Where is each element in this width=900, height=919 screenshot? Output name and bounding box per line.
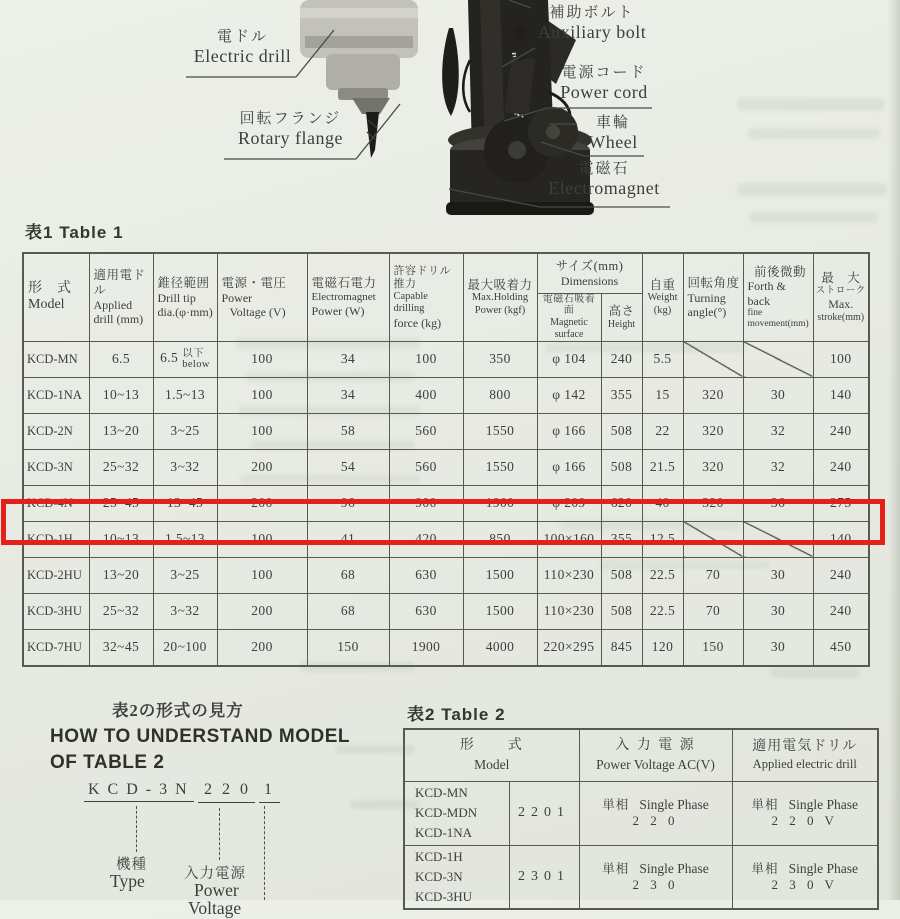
t1-cell: 420 [389,521,463,557]
t1-cell: 200 [217,593,307,629]
bleed-through [770,668,860,678]
t1-cell: 100×160 [537,521,601,557]
t1-cell: 320 [683,485,743,521]
t1-cell: 560 [389,413,463,449]
t1-cell: 1500 [463,557,537,593]
t1-cell: KCD-MN [23,341,89,377]
t1-cell: 30 [743,593,813,629]
table-row-kcd-7hu [23,629,869,666]
t1-cell: 845 [601,629,642,666]
guide-label-power-en1: Power [194,880,239,900]
label-auxiliary-bolt: 補助ボルト Auxiliary bolt [537,5,647,43]
t1-cell: 200 [217,485,307,521]
t1-cell: 32~45 [89,629,153,666]
t1-cell: 10~13 [89,377,153,413]
t1-col-dimensions: サイズ(mm) Dimensions [537,253,642,293]
t1-cell: 240 [813,593,869,629]
label-power-cord: 電源コード Power cord [560,65,648,103]
t1-cell: 1.5~13 [153,521,217,557]
t2-row-group-230 [404,845,878,909]
t1-cell: 3~25 [153,413,217,449]
t1-cell: 620 [601,485,642,521]
guide-label-power-jp: 入力電源 [184,866,246,882]
t1-cell: 508 [601,557,642,593]
t2-row-group-220 [404,781,878,845]
model-guide-code-last: 1 [264,781,280,798]
spec-table [22,252,870,667]
t1-cell: 32 [743,413,813,449]
t1-cell: KCD-2HU [23,557,89,593]
t1-cell: KCD-1H [23,521,89,557]
t1-cell: 22 [642,413,683,449]
t1-col-power-voltage: 電源・電圧 Power Voltage (V) [217,253,307,341]
t2-col-power-voltage: 入 力 電 源 Power Voltage AC(V) [579,729,732,781]
t1-cell: 21.5 [642,449,683,485]
t1-cell: φ 104 [537,341,601,377]
t1-cell: 1.5~13 [153,377,217,413]
t1-cell: 5.5 [642,341,683,377]
t1-cell: 30 [743,377,813,413]
dashed-leader [219,808,220,860]
t1-cell: 25~45 [89,485,153,521]
t1-cell: 54 [307,449,389,485]
table2-title: 表2 Table 2 [407,705,506,724]
t2-col-model: 形 式 Model [404,729,579,781]
t1-cell: 1550 [463,449,537,485]
t1-cell: 3~32 [153,449,217,485]
table-row-kcd-2n [23,413,869,449]
t1-col-drilling-force: 許容ドリル推力 Capable drilling force (kg) [389,253,463,341]
t1-col-electromagnet-power: 電磁石電力 Electromagnet Power (W) [307,253,389,341]
t1-cell: 140 [813,521,869,557]
t1-cell: KCD-2N [23,413,89,449]
guide-label-power-en2: Voltage [188,898,242,918]
t1-cell: 10~13 [89,521,153,557]
t1-cell: 1550 [463,413,537,449]
t2-cell-applied: 単相 Single Phase 2 2 0 V [732,781,878,845]
t1-cell: 400 [389,377,463,413]
t1-col-max-holding: 最大吸着力 Max.Holding Power (kgf) [463,253,537,341]
t1-cell: 6.5 以下 below [153,341,217,377]
t1-cell: 100 [217,413,307,449]
t1-cell: 30 [743,629,813,666]
table-row-kcd-1na [23,377,869,413]
t1-cell: KCD-1NA [23,377,89,413]
t2-cell-code: 2301 [509,845,579,909]
t1-cell: 560 [389,449,463,485]
t1-cell: 100 [813,341,869,377]
t1-col-model: 形 式 Model [23,253,89,341]
t1-cell: 13~45 [153,485,217,521]
guide-label-type-jp: 機種 [116,857,147,873]
t1-cell: 25~32 [89,449,153,485]
model-guide-title-en2: OF TABLE 2 [50,752,165,773]
t1-cell: 240 [601,341,642,377]
t1-cell: 58 [307,413,389,449]
t1-cell: 1500 [463,593,537,629]
t1-cell: 900 [389,485,463,521]
t1-cell: KCD-7HU [23,629,89,666]
dashed-leader [264,806,265,900]
t1-cell: 6.5 [89,341,153,377]
highlight-box-kcd-1h [1,499,885,545]
t1-cell: 350 [463,341,537,377]
t1-cell: 4000 [463,629,537,666]
t1-cell: 320 [683,377,743,413]
t1-cell: 100 [389,341,463,377]
model-guide-code-mid: 220 [204,781,258,798]
t1-cell: 240 [813,413,869,449]
t1-cell: 36 [743,485,813,521]
t1-cell: 22.5 [642,593,683,629]
t1-cell: 150 [683,629,743,666]
t1-col-max-stroke: 最 大 ストローク Max. stroke(mm) [813,253,869,341]
t1-cell: 100 [217,521,307,557]
t1-cell: φ 142 [537,377,601,413]
code-underline [259,802,280,803]
t1-cell: φ 166 [537,449,601,485]
t2-cell-power: 単相 Single Phase 2 3 0 [579,845,732,909]
t1-cell: 850 [463,521,537,557]
t1-cell: 800 [463,377,537,413]
t1-cell: 110×230 [537,557,601,593]
model-guide-title-en1: HOW TO UNDERSTAND MODEL [50,726,351,747]
label-leader-lines [0,0,900,230]
t1-cell: KCD-4N [23,485,89,521]
t1-cell: 68 [307,557,389,593]
t1-cell: 96 [307,485,389,521]
t1-cell: 508 [601,449,642,485]
t1-cell: 40 [642,485,683,521]
t1-cell: 70 [683,593,743,629]
t1-cell: 450 [813,629,869,666]
table-row-kcd-mn [23,341,869,377]
t1-cell: 3~25 [153,557,217,593]
t1-cell: 25~32 [89,593,153,629]
t1-cell: KCD-3N [23,449,89,485]
t1-cell: 15 [642,377,683,413]
t1-cell: 34 [307,377,389,413]
t1-cell: 200 [217,449,307,485]
table1-title: 表1 Table 1 [25,223,124,242]
t1-col-fine-movement: 前後微動 Forth & back fine movement(mm) [743,253,813,341]
code-underline [84,801,194,802]
model-guide-title-jp: 表2の形式の見方 [112,701,244,720]
label-rotary-flange: 回転フランジ Rotary flange [238,111,343,149]
guide-label-type-en: Type [110,871,145,891]
t1-cell: 32 [743,449,813,485]
t1-cell: 200 [217,629,307,666]
t2-cell-applied: 単相 Single Phase 2 3 0 V [732,845,878,909]
t1-col-weight: 自重 Weight (kg) [642,253,683,341]
t1-col-height: 高さ Height [601,293,642,341]
code-underline [198,802,255,803]
t1-cell: 275 [813,485,869,521]
t1-cell: 13~20 [89,557,153,593]
dashed-leader [136,806,137,852]
table-row-kcd-3hu [23,593,869,629]
t1-cell: 240 [813,449,869,485]
t1-cell: 220×295 [537,629,601,666]
t1-cell: 100 [217,377,307,413]
t2-cell-models: KCD-MN KCD-MDN KCD-1NA [404,781,509,845]
t1-col-drill-tip: 錐径範囲 Drill tip dia.(φ·mm) [153,253,217,341]
t1-cell: 150 [307,629,389,666]
t1-cell: 110×230 [537,593,601,629]
t1-cell: 30 [743,557,813,593]
t1-cell: 20~100 [153,629,217,666]
t1-cell: 70 [683,557,743,593]
t1-cell: 22.5 [642,557,683,593]
label-electromagnet: 電磁石 Electromagnet [548,161,660,199]
t1-cell: 41 [307,521,389,557]
t2-cell-power: 単相 Single Phase 2 2 0 [579,781,732,845]
t1-cell: 120 [642,629,683,666]
t1-cell: 100 [217,557,307,593]
t1-col-applied-drill: 適用電ドル Applied drill (mm) [89,253,153,341]
t1-cell: 13~20 [89,413,153,449]
label-wheel: 車輪 Wheel [588,115,638,153]
t1-cell-diagonal [683,341,743,377]
t1-cell: 68 [307,593,389,629]
t1-cell-diagonal [743,341,813,377]
t1-cell: 140 [813,377,869,413]
t1-col-magnetic-surface: 電磁石吸着面 Magnetic surface [537,293,601,341]
t1-cell: 630 [389,593,463,629]
t2-cell-models: KCD-1H KCD-3N KCD-3HU [404,845,509,909]
table-row-kcd-2hu [23,557,869,593]
t2-col-applied-drill: 適用電気ドリル Applied electric drill [732,729,878,781]
label-electric-drill: 電ドル Electric drill [193,29,292,67]
t1-cell: 508 [601,413,642,449]
t2-cell-code: 2201 [509,781,579,845]
model-guide-code-model: KCD-3N [88,781,195,798]
t1-cell: φ 209 [537,485,601,521]
table-row-kcd-3n [23,449,869,485]
t1-cell: 355 [601,521,642,557]
t1-cell: 1900 [389,629,463,666]
t1-cell: 240 [813,557,869,593]
t1-col-turning-angle: 回転角度 Turning angle(°) [683,253,743,341]
t1-cell: 100 [217,341,307,377]
t1-cell: 508 [601,593,642,629]
voltage-table [403,728,879,910]
t1-cell: 355 [601,377,642,413]
t1-cell: 1900 [463,485,537,521]
t1-cell: 630 [389,557,463,593]
t1-cell: KCD-3HU [23,593,89,629]
t1-cell: φ 166 [537,413,601,449]
t1-cell: 320 [683,449,743,485]
t1-cell: 320 [683,413,743,449]
t1-cell: 3~32 [153,593,217,629]
t1-cell: 12.5 [642,521,683,557]
t1-cell: 34 [307,341,389,377]
